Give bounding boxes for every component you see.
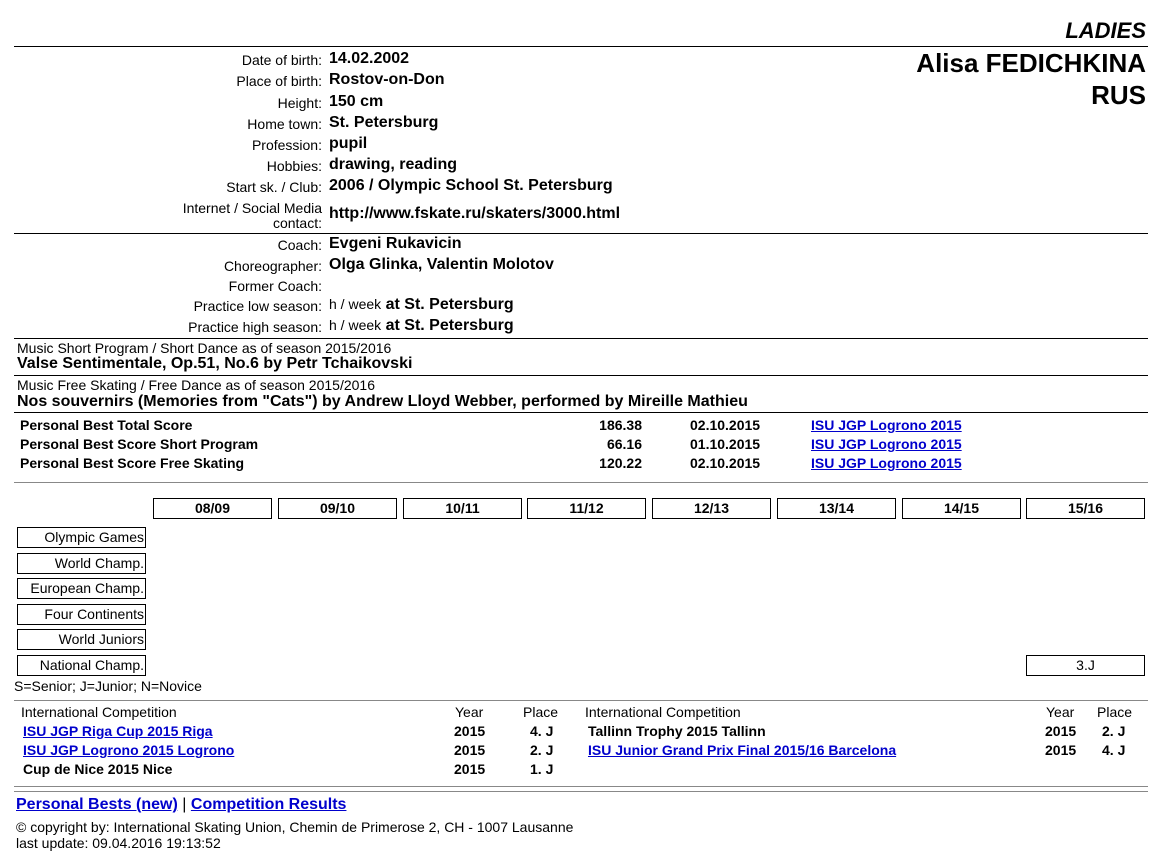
music-free-value: Nos souvernirs (Memories from "Cats") by Andrew Lloyd Webber, performed by Mireille Mathieu (17, 393, 748, 410)
competition-year: 2015 (454, 761, 486, 777)
pb-label: Personal Best Score Short Program (20, 436, 259, 452)
bio-label: Home town: (247, 116, 322, 132)
competition-place: 4. J (1102, 742, 1126, 758)
champ-four-continents: Four Continents (17, 604, 146, 625)
pb-score: 186.38 (599, 417, 642, 433)
national-result-15-16: 3.J (1026, 655, 1145, 676)
champ-olympic-games: Olympic Games (17, 527, 146, 548)
divider (14, 233, 1148, 234)
ic-header-year: Year (455, 704, 484, 720)
category-title: LADIES (1065, 18, 1146, 43)
bio-value: 150 cm (329, 93, 384, 110)
competition-results-link[interactable]: Competition Results (190, 796, 347, 813)
bio-value: St. Petersburg (329, 114, 439, 131)
ic-header-competition: International Competition (585, 704, 741, 720)
pb-label: Personal Best Score Free Skating (20, 455, 245, 471)
bio-value: 14.02.2002 (329, 50, 410, 67)
ic-header-place: Place (523, 704, 559, 720)
pb-date: 02.10.2015 (690, 417, 761, 433)
practice-high-label: Practice high season: (188, 319, 322, 335)
divider (14, 412, 1148, 413)
practice-low-place: at St. Petersburg (385, 296, 514, 313)
personal-bests-link[interactable]: Personal Bests (new) (16, 796, 178, 813)
bio-value: drawing, reading (329, 156, 458, 173)
pb-row (20, 436, 1020, 455)
bio-label: Date of birth: (241, 52, 322, 68)
competition-place: 1. J (530, 761, 554, 777)
bio-label: Start sk. / Club: (226, 179, 322, 195)
season-box: 14/15 (902, 498, 1021, 519)
divider (14, 700, 1148, 701)
season-box: 12/13 (652, 498, 771, 519)
pb-row (20, 455, 1020, 474)
coach-value: Evgeni Rukavicin (329, 235, 462, 252)
bio-value: 2006 / Olympic School St. Petersburg (329, 177, 613, 194)
champ-european: European Champ. (17, 578, 146, 599)
ic-header-competition: International Competition (21, 704, 177, 720)
pb-score: 120.22 (599, 455, 642, 471)
bio-value: Rostov-on-Don (329, 71, 445, 88)
competition-year: 2015 (454, 723, 486, 739)
pb-row (20, 417, 1020, 436)
bio-label: Hobbies: (266, 158, 322, 174)
divider (14, 46, 1148, 47)
footer-separator: | (182, 796, 187, 813)
competition-year: 2015 (1045, 723, 1077, 739)
divider (14, 338, 1148, 339)
practice-high-value (329, 317, 514, 335)
internet-label-contact: contact: (272, 215, 322, 231)
practice-low-hours: h / week (329, 296, 382, 312)
champ-national: National Champ. (17, 655, 146, 676)
season-box: 08/09 (153, 498, 272, 519)
practice-low-value (329, 296, 514, 314)
practice-high-place: at St. Petersburg (385, 317, 514, 334)
pb-event-link[interactable]: ISU JGP Logrono 2015 (811, 436, 962, 452)
season-box: 10/11 (403, 498, 522, 519)
practice-high-hours: h / week (329, 317, 382, 333)
bio-label: Profession: (251, 137, 322, 153)
music-free-label: Music Free Skating / Free Dance as of season 2015/2016 (17, 377, 375, 393)
competition-name: Cup de Nice 2015 Nice (23, 761, 173, 777)
bio-label: Height: (277, 95, 322, 111)
choreographer-value: Olga Glinka, Valentin Molotov (329, 256, 554, 273)
skater-nation: RUS (1091, 80, 1146, 110)
music-short-value: Valse Sentimentale, Op.51, No.6 by Petr Tchaikovski (17, 355, 413, 372)
competition-place: 2. J (530, 742, 554, 758)
pb-score: 66.16 (606, 436, 642, 452)
footer-links (16, 796, 346, 814)
season-box: 11/12 (527, 498, 646, 519)
bio-value: pupil (329, 135, 368, 152)
divider (14, 482, 1148, 483)
divider (14, 791, 1148, 792)
season-box: 09/10 (278, 498, 397, 519)
choreographer-label: Choreographer: (223, 258, 322, 274)
competition-year: 2015 (454, 742, 486, 758)
pb-event-link[interactable]: ISU JGP Logrono 2015 (811, 455, 962, 471)
champ-world: World Champ. (17, 553, 146, 574)
last-update-text: last update: 09.04.2016 19:13:52 (16, 835, 221, 851)
competition-year: 2015 (1045, 742, 1077, 758)
practice-low-label: Practice low season: (193, 298, 322, 314)
pb-event-link[interactable]: ISU JGP Logrono 2015 (811, 417, 962, 433)
competition-link[interactable]: ISU Junior Grand Prix Final 2015/16 Barcelona (588, 742, 897, 758)
copyright-text: © copyright by: International Skating Union, Chemin de Primerose 2, CH - 1007 Lausanne (16, 819, 574, 835)
competition-link[interactable]: ISU JGP Riga Cup 2015 Riga (23, 723, 213, 739)
skater-name: Alisa FEDICHKINA (916, 48, 1146, 78)
level-legend: S=Senior; J=Junior; N=Novice (14, 678, 202, 694)
pb-date: 02.10.2015 (690, 455, 761, 471)
season-box: 13/14 (777, 498, 896, 519)
pb-date: 01.10.2015 (690, 436, 761, 452)
internet-value: http://www.fskate.ru/skaters/3000.html (329, 205, 621, 222)
competition-place: 4. J (530, 723, 554, 739)
competition-name: Tallinn Trophy 2015 Tallinn (588, 723, 766, 739)
champ-world-juniors: World Juniors (17, 629, 146, 650)
music-short-label: Music Short Program / Short Dance as of season 2015/2016 (17, 340, 392, 356)
competition-place: 2. J (1102, 723, 1126, 739)
season-box: 15/16 (1026, 498, 1145, 519)
divider (14, 786, 1148, 787)
pb-label: Personal Best Total Score (20, 417, 193, 433)
ic-header-year: Year (1046, 704, 1075, 720)
internet-label: Internet / Social Media (182, 200, 322, 216)
former-coach-label: Former Coach: (228, 278, 322, 294)
ic-header-place: Place (1097, 704, 1133, 720)
bio-label: Place of birth: (236, 73, 322, 89)
divider (14, 375, 1148, 376)
coach-label: Coach: (277, 237, 322, 253)
competition-link[interactable]: ISU JGP Logrono 2015 Logrono (23, 742, 235, 758)
